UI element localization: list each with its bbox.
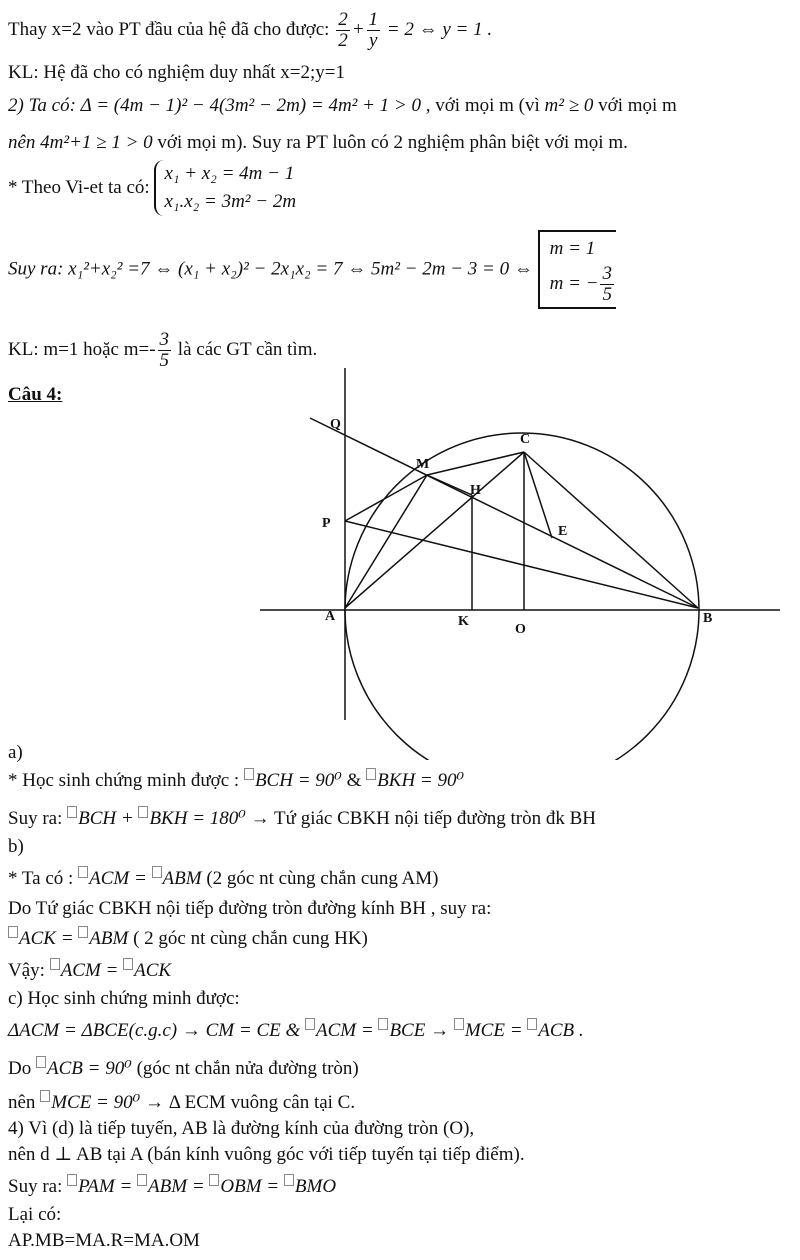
text-line-b2: Do Tứ giác CBKH nội tiếp đường tròn đường kính BH , suy ra: [8, 898, 492, 919]
angle-expression: MCE = 90⁰ [40, 1092, 140, 1113]
label-h: H [470, 483, 481, 498]
label-p: P [322, 516, 331, 531]
equation: 2) Ta có: Δ = (4m − 1)² − 4(3m² − 2m) = 4m² + 1 > 0 [8, 95, 421, 116]
label-q: Q [330, 417, 341, 432]
text-line-c1 [8, 1018, 584, 1044]
angle-expression: BMO [284, 1176, 336, 1197]
text-line-a1 [8, 768, 464, 794]
line-mc [427, 452, 524, 475]
text: & [346, 770, 362, 791]
plus: + [351, 18, 365, 40]
text: với mọi m). Suy ra PT luôn có 2 nghiệm phân biệt với mọi m. [157, 132, 628, 153]
text-line-c3 [8, 1090, 355, 1116]
line-qb [310, 418, 698, 608]
text-line-c0: c) Học sinh chứng minh được: [8, 988, 240, 1009]
line-mh [427, 475, 472, 495]
text: * Ta có : [8, 868, 74, 889]
label-e: E [558, 524, 568, 539]
text-line-2: KL: Hệ đã cho có nghiệm duy nhất x=2;y=1 [8, 62, 345, 83]
angle-expression: BCH = 90⁰ [244, 770, 342, 791]
angle-expression: ACK [123, 960, 171, 981]
text-line-d4: Lại có: [8, 1204, 62, 1225]
text-line-b1 [8, 866, 439, 892]
numerator: 2 [338, 9, 348, 30]
angle-expression: ABM [152, 868, 202, 889]
label-b: B [703, 611, 713, 626]
text: (góc nt chắn nửa đường tròn) [136, 1058, 359, 1079]
angle-expression: BCE → [378, 1020, 449, 1041]
text-line-d5: AP.MB=MA.R=MA.OM [8, 1230, 200, 1251]
part-b-label: b) [8, 836, 24, 857]
angle-expression: ABM [78, 928, 128, 949]
heading-cau-4: Câu 4: [8, 384, 63, 405]
label-c: C [520, 432, 531, 447]
angle-expression: BKH = 90⁰ [366, 770, 464, 791]
text: → Δ ECM vuông cân tại C. [144, 1092, 356, 1113]
text: * Theo Vi-et ta có: [8, 177, 150, 198]
text: * Học sinh chứng minh được : [8, 770, 240, 791]
text: Thay x=2 vào PT đầu của hệ đã cho được: [8, 18, 330, 40]
text: Do [8, 1058, 32, 1079]
numerator: 3 [602, 263, 612, 284]
label-m: M [416, 457, 430, 472]
part-a-label: a) [8, 742, 23, 763]
text: với mọi m [598, 95, 677, 116]
text: Suy ra: [8, 1176, 63, 1197]
angle-expression: ACB = 90⁰ [36, 1058, 132, 1079]
text-line-d2: nên d ⊥ AB tại A (bán kính vuông góc với tiếp tuyến tại tiếp điểm). [8, 1144, 525, 1165]
text: , với mọi m (vì [425, 95, 540, 116]
line-pb [345, 521, 698, 608]
solution: m = 1 [549, 238, 596, 259]
denominator: 5 [602, 284, 612, 305]
denominator: 2 [338, 30, 348, 51]
denominator: y [369, 30, 378, 51]
text-line-d3 [8, 1174, 336, 1200]
text: ( 2 góc nt cùng chắn cung HK) [133, 928, 368, 949]
text-line-a2 [8, 806, 596, 832]
numerator: 3 [159, 329, 170, 350]
text: KL: m=1 hoặc m=- [8, 338, 156, 360]
equation: Suy ra: x₁²+x₂² =7 ⇔ (x₁ + x₂)² − 2x₁x₂ = 7 ⇔ 5m² − 2m − 3 = 0 ⇔ [8, 258, 533, 280]
line-ac [345, 452, 524, 608]
text-line-b4 [8, 958, 171, 984]
angle-expression: ACM = [305, 1020, 374, 1041]
text-line-d1: 4) Vì (d) là tiếp tuyến, AB là đường kính của đường tròn (O), [8, 1118, 475, 1139]
equation: x₁ + x₂ = 4m − 1 [164, 163, 295, 184]
text: (2 góc nt cùng chắn cung AM) [206, 868, 439, 889]
angle-expression: BCH + [67, 808, 134, 829]
text: → Tứ giác CBKH nội tiếp đường tròn đk BH [250, 808, 596, 829]
angle-expression: ACM = [78, 868, 147, 889]
angle-expression: OBM = [209, 1176, 279, 1197]
numerator: 1 [368, 9, 379, 30]
text: Suy ra: [8, 808, 63, 829]
circle-o [345, 433, 699, 760]
text: Vậy: [8, 960, 45, 981]
text-line-b3 [8, 926, 368, 952]
line-am [345, 475, 427, 608]
equation: x₁.x₂ = 3m² − 2m [164, 191, 297, 212]
equation: nên 4m²+1 ≥ 1 > 0 [8, 132, 153, 153]
angle-expression: ACB . [527, 1020, 583, 1041]
denominator: 5 [159, 350, 170, 371]
equation: = 2 ⇔ y = 1 . [386, 18, 493, 40]
text: m = − [549, 272, 599, 294]
text-line-c2 [8, 1056, 359, 1082]
angle-expression: ACM = [50, 960, 119, 981]
equation: ΔACM = ΔBCE(c.g.c) → CM = CE & [8, 1020, 301, 1041]
label-a: A [325, 609, 336, 624]
line-pm [345, 475, 427, 521]
text: nên [8, 1092, 36, 1113]
label-k: K [458, 614, 469, 629]
label-o: O [515, 622, 526, 637]
text: là các GT cần tìm. [177, 338, 318, 360]
angle-expression: MCE = [454, 1020, 523, 1041]
angle-expression: ACK = [8, 928, 74, 949]
equation: m² ≥ 0 [544, 95, 594, 116]
angle-expression: BKH = 180⁰ [138, 808, 245, 829]
angle-expression: PAM = [67, 1176, 132, 1197]
angle-expression: ABM = [137, 1176, 205, 1197]
